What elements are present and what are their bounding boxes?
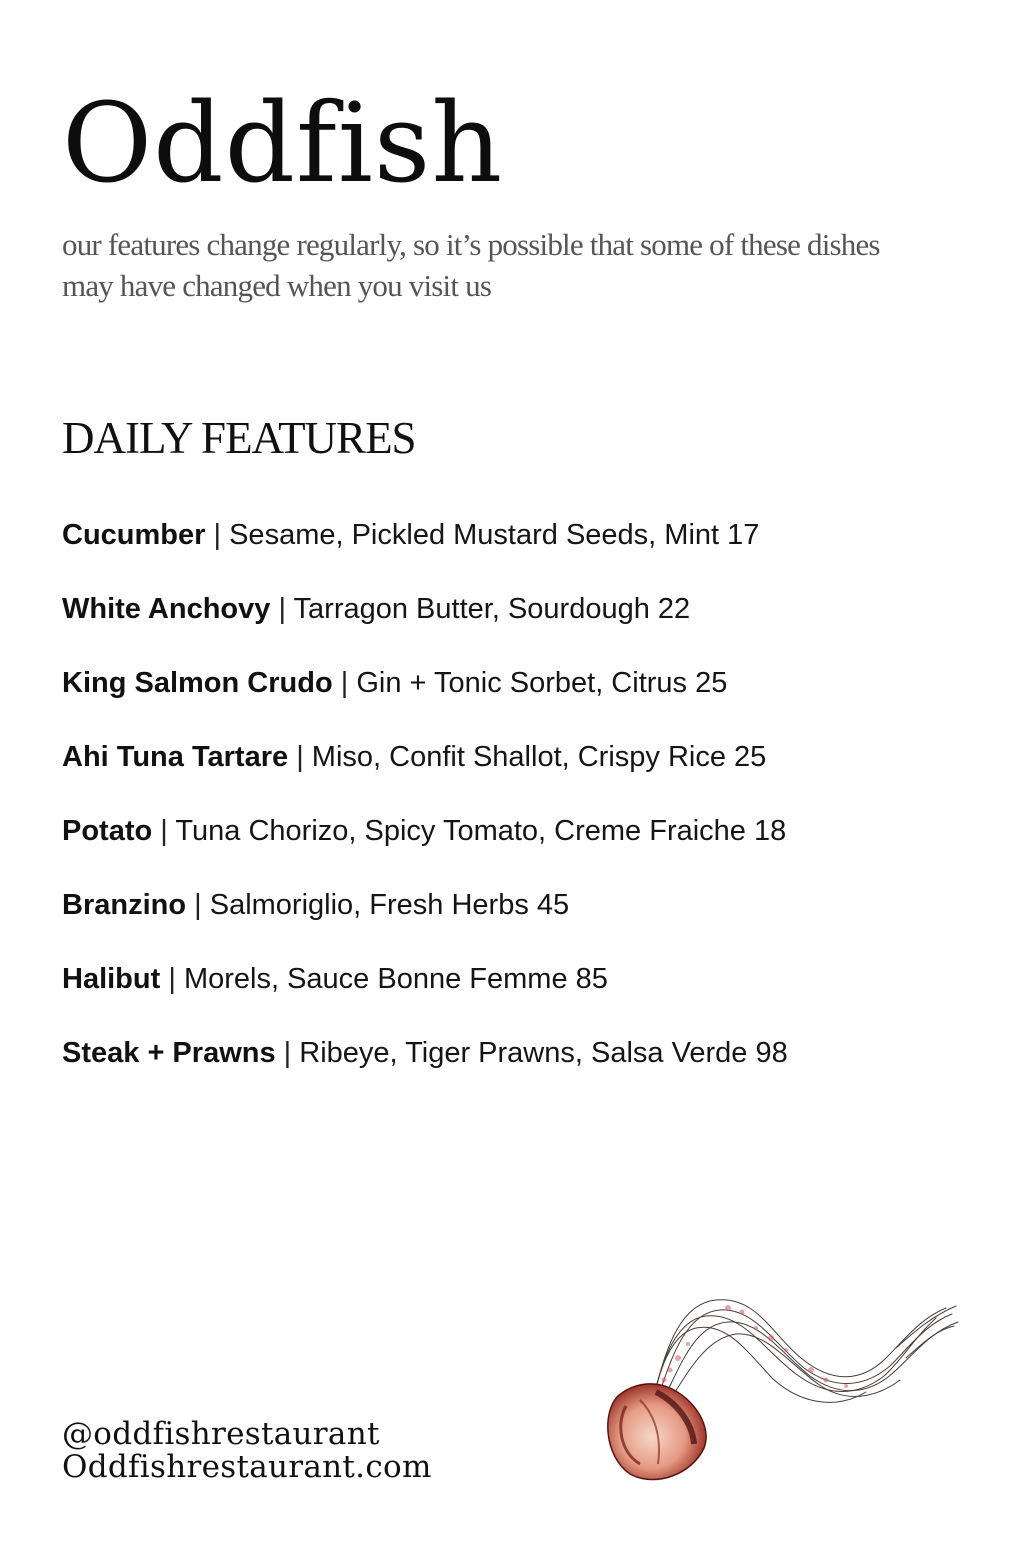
dish-price: 25 <box>695 667 728 699</box>
dish-description: Tuna Chorizo, Spicy Tomato, Creme Fraiche <box>175 815 746 847</box>
dish-name: Steak + Prawns <box>62 1037 276 1069</box>
dish-name: King Salmon Crudo <box>62 667 333 699</box>
daily-features-list <box>62 514 982 1106</box>
section-heading-daily-features: DAILY FEATURES <box>62 413 416 463</box>
dish-price: 18 <box>754 815 787 847</box>
separator: | <box>278 593 286 625</box>
jellyfish-spots <box>662 1305 849 1388</box>
menu-item <box>62 736 982 810</box>
dish-name: Potato <box>62 815 153 847</box>
menu-item <box>62 1032 982 1106</box>
dish-description: Sesame, Pickled Mustard Seeds, Mint <box>229 519 720 551</box>
dish-price: 17 <box>727 519 760 551</box>
dish-description: Gin + Tonic Sorbet, Citrus <box>356 667 688 699</box>
dish-description: Morels, Sauce Bonne Femme <box>183 963 568 995</box>
dish-price: 45 <box>536 889 570 921</box>
restaurant-name: Oddfish <box>62 79 504 207</box>
website-url: Oddfishrestaurant.com <box>62 1449 432 1485</box>
dish-name: Cucumber <box>62 519 206 551</box>
menu-item <box>62 958 982 1032</box>
jellyfish-bell <box>608 1384 706 1480</box>
dish-price: 25 <box>734 741 767 773</box>
dish-name: Halibut <box>62 963 161 995</box>
separator: | <box>340 667 349 699</box>
dish-description: Salmoriglio, Fresh Herbs <box>209 889 529 921</box>
contact-footer <box>62 1418 432 1484</box>
dish-name: White Anchovy <box>62 593 271 625</box>
menu-item <box>62 588 982 662</box>
dish-description: Miso, Confit Shallot, Crispy Rice <box>311 741 726 773</box>
separator: | <box>283 1037 292 1069</box>
menu-item <box>62 662 982 736</box>
menu-item <box>62 810 982 884</box>
dish-price: 98 <box>755 1037 788 1069</box>
features-disclaimer: our features change regularly, so it’s possible that some of these dishes may have changed when you visit us <box>62 227 880 303</box>
separator: | <box>213 519 222 551</box>
dish-description: Ribeye, Tiger Prawns, Salsa Verde <box>299 1037 748 1069</box>
separator: | <box>296 741 304 773</box>
dish-price: 22 <box>657 593 691 625</box>
menu-item <box>62 514 982 588</box>
dish-name: Branzino <box>62 889 187 921</box>
jellyfish-tentacles <box>652 1300 958 1406</box>
separator: | <box>168 963 176 995</box>
separator: | <box>194 889 202 921</box>
dish-name: Ahi Tuna Tartare <box>62 741 289 773</box>
separator: | <box>160 815 168 847</box>
menu-item <box>62 884 982 958</box>
dish-price: 85 <box>575 963 608 995</box>
social-handle: @oddfishrestaurant <box>62 1416 380 1452</box>
jellyfish-illustration <box>596 1288 962 1488</box>
dish-description: Tarragon Butter, Sourdough <box>293 593 650 625</box>
